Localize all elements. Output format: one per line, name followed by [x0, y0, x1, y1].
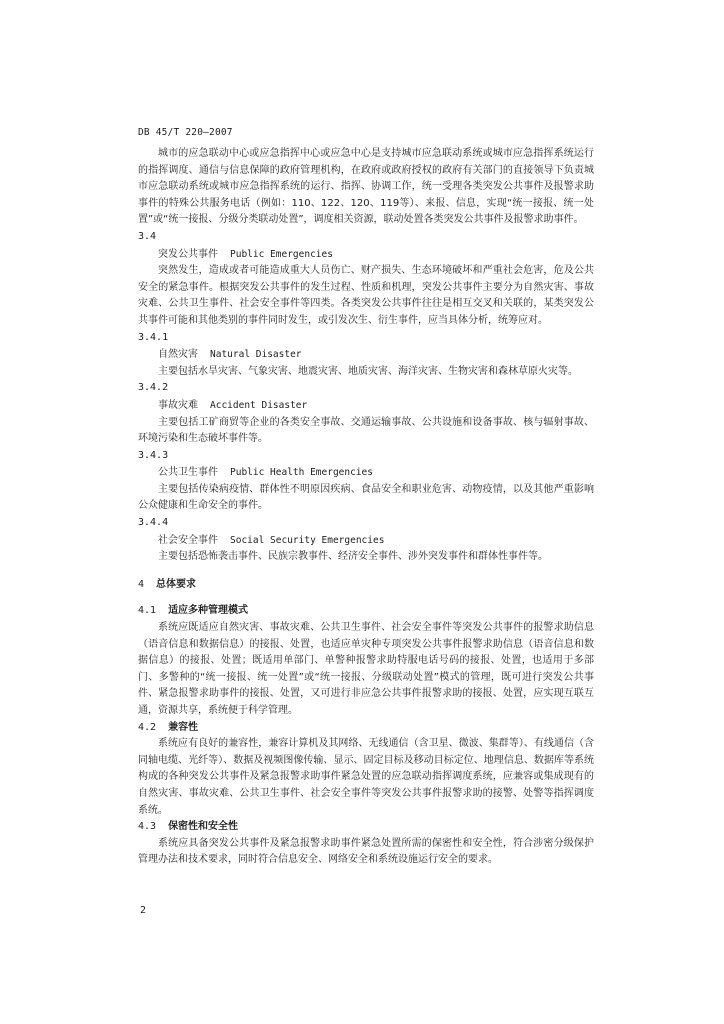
- clause-number: 4.2: [138, 721, 157, 733]
- term-zh: 社会安全事件: [158, 534, 218, 546]
- chapter-heading: [138, 577, 594, 594]
- term-definition: 主要包括工矿商贸等企业的各类安全事故、交通运输事故、公共设施和设备事故、核与辐射事故、环境污染和生态破坏事件等。: [138, 416, 594, 445]
- term-zh: 自然灾害: [158, 349, 198, 361]
- term-heading: [138, 465, 594, 482]
- term-heading: [138, 533, 594, 550]
- clause-number: 4.3: [138, 821, 157, 833]
- section-number: 3.4.2: [138, 382, 169, 394]
- clause-heading: [138, 603, 594, 620]
- clause-heading: [138, 819, 594, 836]
- term-en: Social Security Emergencies: [230, 534, 385, 546]
- page-number: 2: [140, 905, 147, 916]
- term-zh: 公共卫生事件: [158, 467, 218, 479]
- term-en: Public Emergencies: [230, 248, 333, 260]
- clause-title: 保密性和安全性: [168, 821, 239, 833]
- section-number: 3.4: [138, 230, 157, 242]
- chapter-title: 总体要求: [156, 578, 197, 590]
- page-content: [138, 146, 594, 869]
- clause-number: 4.1: [138, 605, 157, 617]
- document-id: DB 45/T 220—2007: [138, 127, 233, 138]
- term-zh: 突发公共事件: [158, 248, 218, 260]
- clause-heading: [138, 720, 594, 737]
- term-zh: 事故灾难: [158, 399, 198, 411]
- term-heading: [138, 398, 594, 415]
- clause-text: 系统应具备突发公共事件及紧急报警求助事件紧急处置所需的保密性和安全性，符合涉密分级保护管理办法和技术要求，同时符合信息安全、网络安全和系统设施运行安全的要求。: [138, 837, 594, 866]
- section-number: 3.4.3: [138, 449, 169, 461]
- clause-title: 适应多种管理模式: [168, 605, 249, 617]
- section-number: 3.4.1: [138, 331, 169, 343]
- section-number: 3.4.4: [138, 517, 169, 529]
- term-en: Natural Disaster: [210, 349, 302, 361]
- clause-title: 兼容性: [168, 721, 199, 733]
- clause-text: 系统应既适应自然灾害、事故灾难、公共卫生事件、社会安全事件等突发公共事件的报警求助信息（语音信息和数据信息）的接报、处置，也适应单灾种专项突发公共事件报警求助信息（语音信息和数据信息）的接报、处置；既适用单部门、单警种报警求助特服电话号码的接报、处置，也适用于多部门、多警种的“统一接报、统一处置”或“统一接报、分级联动处置”模式的管理，既可进行突发公共事件、紧急报警求助事件的接报、处置，又可进行非应急公共事件报警求助的接报、处置，应实现互联互通，资源共享，系统便于科学管理。: [138, 622, 594, 716]
- chapter-number: 4: [138, 578, 145, 590]
- clause-text: 系统应有良好的兼容性，兼容计算机及其网络、无线通信（含卫星、微波、集群等）、有线通信（含同轴电缆、光纤等）、数据及视频图像传输、显示、固定目标及移动目标定位、地理信息、数据库等系统构成的各种突发公共事件及紧急报警求助事件紧急处置的应急联动指挥调度系统，应兼容或集成现有的自然灾害、事故灾难、公共卫生事件、社会安全事件等突发公共事件报警求助的接警、处警等指挥调度系统。: [138, 738, 594, 816]
- term-definition: 突然发生，造成或者可能造成重大人员伤亡、财产损失、生态环境破坏和严重社会危害，危及公共安全的紧急事件。根据突发公共事件的发生过程、性质和机理，突发公共事件主要分为自然灾害、事故灾难、公共卫生事件、社会安全事件等四类。各类突发公共事件往往是相互交叉和关联的，某类突发公共事件可能和其他类别的事件同时发生，或引发次生、衍生事件，应当具体分析，统筹应对。: [138, 265, 594, 326]
- intro-paragraph: 城市的应急联动中心或应急指挥中心或应急中心是支持城市应急联动系统或城市应急指挥系统运行的指挥调度、通信与信息保障的政府管理机构，在政府或政府授权的政府有关部门的直接领导下负责城市应急联动系统或城市应急指挥系统的运行、指挥、协调工作，统一受理各类突发公共事件及报警求助事件的特殊公共服务电话（例如：110、122、120、119等）、来报、信息，实现“统一接报、统一处置”或“统一接报、分级分类联动处置”，调度相关资源，联动处置各类突发公共事件及报警求助事件。: [138, 148, 594, 226]
- term-en: Public Health Emergencies: [230, 467, 373, 479]
- term-definition: 主要包括水旱灾害、气象灾害、地震灾害、地质灾害、海洋灾害、生物灾害和森林草原火灾等。: [158, 365, 578, 377]
- term-en: Accident Disaster: [210, 399, 308, 411]
- term-definition: 主要包括传染病疫情、群体性不明原因疾病、食品安全和职业危害、动物疫情，以及其他严重影响公众健康和生命安全的事件。: [138, 483, 594, 512]
- term-definition: 主要包括恐怖袭击事件、民族宗教事件、经济安全事件、涉外突发事件和群体性事件等。: [158, 551, 548, 563]
- term-heading: [138, 347, 594, 364]
- term-heading: [138, 247, 594, 264]
